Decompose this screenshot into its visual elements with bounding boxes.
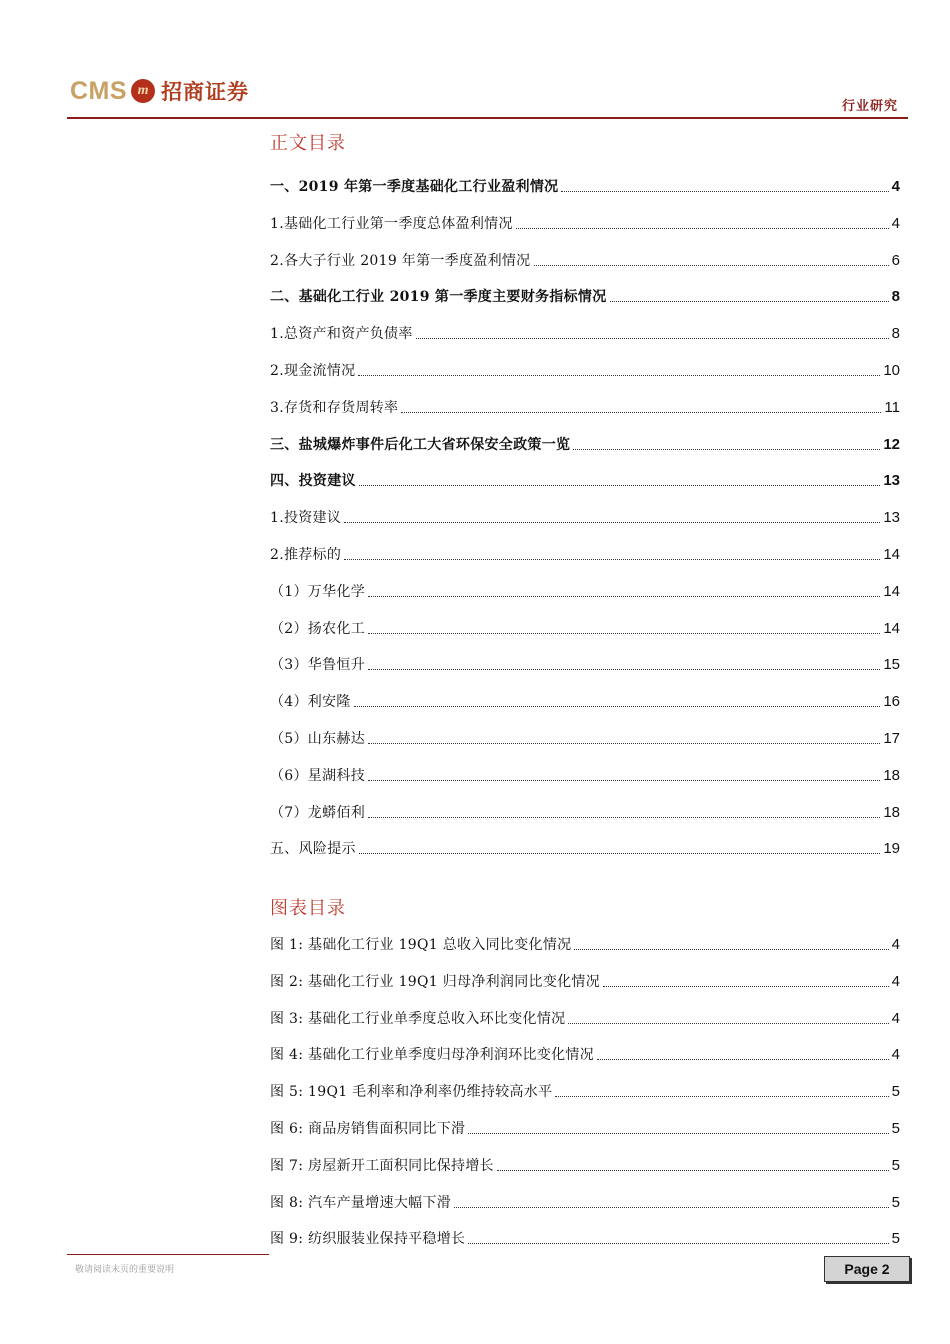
toc-entry-label: （6）星湖科技 — [270, 767, 366, 784]
toc-entry-label: 四、投资建议 — [270, 473, 356, 490]
logo-badge-icon — [131, 79, 155, 103]
company-logo — [70, 74, 249, 108]
logo-mark: m — [137, 83, 149, 98]
toc-entry[interactable] — [270, 174, 900, 196]
toc-entry-leader-dots — [368, 743, 880, 744]
toc-entry-label: 二、基础化工行业 2019 第一季度主要财务指标情况 — [270, 289, 607, 306]
toc-entry[interactable] — [270, 969, 900, 991]
toc-entry-page: 5 — [891, 1083, 900, 1101]
toc-entry[interactable] — [270, 1006, 900, 1028]
toc-entry[interactable] — [270, 542, 900, 564]
toc-entry-page: 5 — [891, 1120, 900, 1137]
toc-entry[interactable] — [270, 652, 900, 674]
toc-entry-label: 2.各大子行业 2019 年第一季度盈利情况 — [270, 252, 531, 269]
toc-entry[interactable] — [270, 211, 900, 233]
toc-entry-leader-dots — [468, 1243, 888, 1244]
toc-entry-leader-dots — [468, 1133, 888, 1134]
toc-entry-page: 4 — [891, 936, 900, 953]
toc-entry-leader-dots — [368, 596, 880, 597]
toc-entry-page: 16 — [883, 693, 900, 711]
toc-entry-leader-dots — [573, 449, 880, 450]
toc-entry-page: 10 — [883, 362, 900, 379]
toc-entry-leader-dots — [568, 1023, 888, 1024]
toc-entry-label: （7）龙蟒佰利 — [270, 804, 366, 821]
toc-entry-page: 5 — [891, 1156, 900, 1174]
toc-entry[interactable] — [270, 358, 900, 380]
toc-entry[interactable] — [270, 468, 900, 490]
toc-entry-page: 13 — [883, 472, 900, 490]
toc-entry-label: 1.投资建议 — [270, 510, 342, 527]
toc-entry-page: 18 — [883, 803, 900, 821]
figures-title: 图表目录 — [270, 898, 346, 919]
toc-entry[interactable] — [270, 616, 900, 638]
toc-entry[interactable] — [270, 1226, 900, 1248]
toc-entry-label: （2）扬农化工 — [270, 620, 366, 637]
toc-entry-leader-dots — [368, 817, 880, 818]
toc-entry-leader-dots — [574, 949, 888, 950]
toc-entry-page: 18 — [883, 766, 900, 784]
toc-entry-leader-dots — [359, 853, 881, 854]
toc-entry-label: 1.基础化工行业第一季度总体盈利情况 — [270, 215, 513, 232]
toc-entry-page: 8 — [891, 325, 900, 343]
toc-entry-page: 5 — [891, 1193, 900, 1211]
toc-entry[interactable] — [270, 1079, 900, 1101]
toc-entry-label: 图 2: 基础化工行业 19Q1 归母净利润同比变化情况 — [270, 973, 601, 990]
toc-entry[interactable] — [270, 689, 900, 711]
toc-entry[interactable] — [270, 800, 900, 822]
toc-entry-leader-dots — [454, 1207, 889, 1208]
toc-entry-page: 4 — [891, 972, 900, 990]
toc-entry-label: 图 4: 基础化工行业单季度归母净利润环比变化情况 — [270, 1047, 595, 1064]
toc-entry-page: 15 — [883, 656, 900, 674]
report-category-tag: 行业研究 — [841, 99, 898, 114]
toc-entry-leader-dots — [344, 559, 880, 560]
toc-title: 正文目录 — [270, 133, 346, 154]
toc-entry-leader-dots — [561, 191, 888, 192]
logo-chinese-text: 招商证券 — [161, 79, 250, 104]
toc-entry[interactable] — [270, 1153, 900, 1175]
toc-entry-leader-dots — [497, 1170, 889, 1171]
toc-entry-label: 1.总资产和资产负债率 — [270, 326, 413, 343]
toc-entry-label: 图 9: 纺织服装业保持平稳增长 — [270, 1231, 466, 1248]
toc-entry-leader-dots — [516, 228, 889, 229]
toc-entry[interactable] — [270, 321, 900, 343]
toc-entry-label: 图 7: 房屋新开工面积同比保持增长 — [270, 1157, 494, 1174]
toc-entry[interactable] — [270, 932, 900, 954]
toc-entry-label: 一、2019 年第一季度基础化工行业盈利情况 — [270, 179, 559, 195]
toc-entry[interactable] — [270, 248, 900, 270]
toc-entry-label: 三、盐城爆炸事件后化工大省环保安全政策一览 — [270, 436, 571, 453]
toc-entry-label: （3）华鲁恒升 — [270, 657, 366, 674]
toc-entry[interactable] — [270, 432, 900, 454]
toc-entry-label: 五、风险提示 — [270, 841, 356, 858]
toc-entry-leader-dots — [555, 1096, 888, 1097]
toc-entry[interactable] — [270, 284, 900, 306]
toc-entry-label: （1）万华化学 — [270, 583, 366, 600]
toc-entry-page: 17 — [883, 730, 900, 747]
toc-entry-label: 2.推荐标的 — [270, 547, 342, 563]
toc-entry-page: 13 — [883, 509, 900, 527]
logo-latin-text: CMS — [70, 76, 128, 105]
footer-note: 敬请阅读末页的重要说明 — [75, 1265, 175, 1274]
page-number-badge: Page 2 — [824, 1256, 910, 1282]
toc-entry-page: 4 — [891, 1009, 900, 1027]
toc-entry[interactable] — [270, 1116, 900, 1138]
toc-entry[interactable] — [270, 763, 900, 785]
toc-entry-page: 11 — [884, 398, 900, 416]
toc-entry-label: 图 8: 汽车产量增速大幅下滑 — [270, 1194, 452, 1211]
footer-divider — [67, 1254, 269, 1255]
toc-entry-leader-dots — [344, 522, 880, 523]
toc-entry-leader-dots — [368, 633, 880, 634]
toc-entry-page: 19 — [883, 840, 900, 858]
toc-entry-leader-dots — [359, 485, 881, 486]
toc-entry-leader-dots — [534, 265, 889, 266]
toc-entry-label: （5）山东赫达 — [270, 731, 366, 747]
toc-entry-leader-dots — [416, 338, 889, 339]
toc-entry-label: 图 5: 19Q1 毛利率和净利率仍维持较高水平 — [270, 1084, 553, 1101]
toc-entry-page: 14 — [883, 582, 900, 600]
toc-entry-leader-dots — [610, 301, 889, 302]
toc-entry-page: 14 — [883, 546, 900, 563]
toc-entry-leader-dots — [603, 986, 889, 987]
header-divider — [67, 117, 908, 119]
toc-entry-page: 14 — [883, 619, 900, 637]
toc-entry[interactable] — [270, 1042, 900, 1064]
toc-entry[interactable] — [270, 395, 900, 417]
toc-entry-page: 6 — [891, 251, 900, 269]
toc-entry-leader-dots — [358, 375, 880, 376]
toc-entry-label: 图 3: 基础化工行业单季度总收入环比变化情况 — [270, 1010, 566, 1027]
toc-entry-page: 4 — [891, 214, 900, 232]
toc-entry-page: 8 — [891, 288, 900, 306]
toc-entry-leader-dots — [597, 1059, 889, 1060]
toc-entry-page: 4 — [891, 178, 900, 195]
toc-entry-leader-dots — [368, 669, 880, 670]
toc-entry-leader-dots — [354, 706, 881, 707]
toc-entry-label: 图 6: 商品房销售面积同比下滑 — [270, 1121, 466, 1137]
toc-entry-label: （4）利安隆 — [270, 694, 351, 711]
toc-entry-page: 12 — [883, 435, 900, 453]
toc-entry[interactable] — [270, 505, 900, 527]
toc-entry[interactable] — [270, 726, 900, 748]
toc-entry-leader-dots — [401, 412, 881, 413]
toc-entry[interactable] — [270, 836, 900, 858]
toc-entry-label: 2.现金流情况 — [270, 363, 356, 379]
toc-entry-page: 5 — [891, 1230, 900, 1248]
toc-entry-page: 4 — [891, 1046, 900, 1064]
toc-entry-label: 3.存货和存货周转率 — [270, 399, 399, 416]
toc-entry[interactable] — [270, 579, 900, 601]
toc-entry-label: 图 1: 基础化工行业 19Q1 总收入同比变化情况 — [270, 937, 572, 953]
toc-entry-leader-dots — [368, 780, 880, 781]
toc-entry[interactable] — [270, 1190, 900, 1212]
